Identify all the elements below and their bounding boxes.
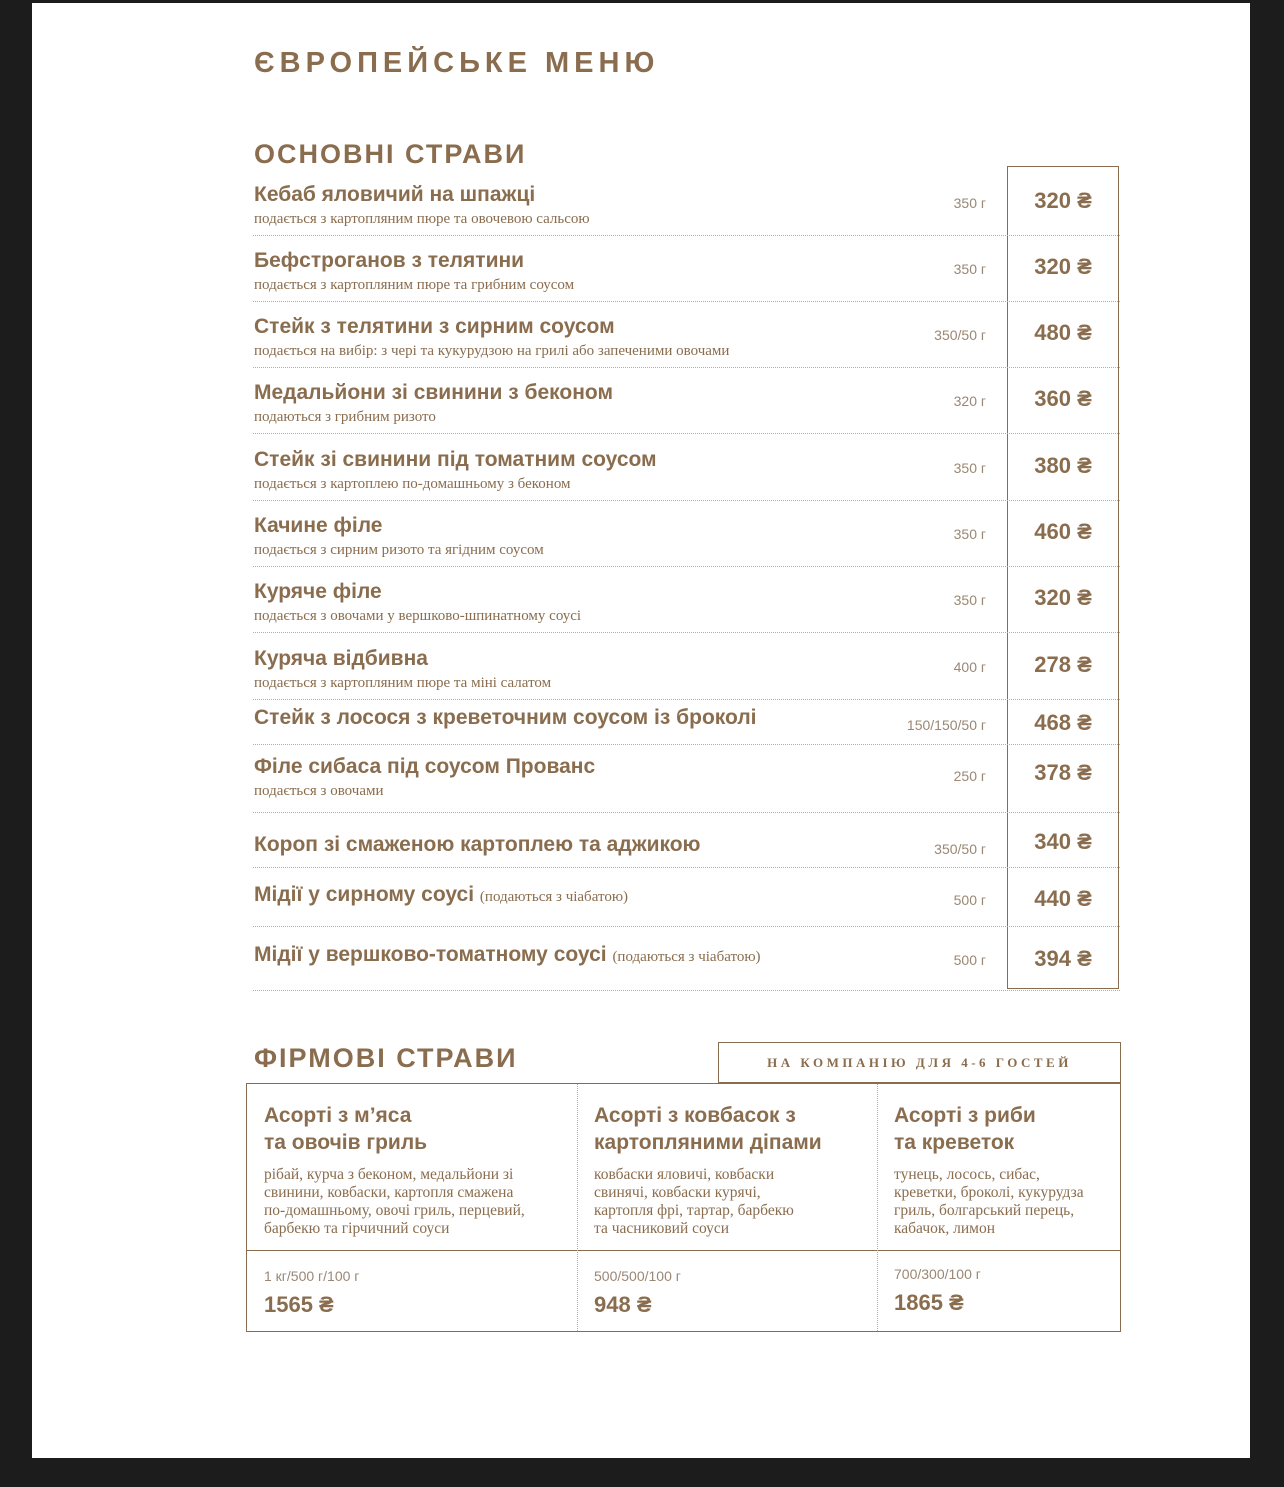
dish-name-text: Качине філе [254,514,383,537]
dish-serving-note: (подаються з чіабатою) [612,949,761,965]
dish-price: 320 ₴ [1034,585,1092,610]
signature-dish-description [264,1166,525,1238]
dish-name [254,883,628,907]
signature-dish-name-line: та овочів гриль [264,1131,428,1154]
dish-description: подається з сирним ризото та ягідним соусом [254,542,544,558]
dish-weight: 500 г [953,952,986,968]
dish-description: подається з овочами у вершково-шпинатному соусі [254,608,582,624]
signature-dish-price: 948 ₴ [594,1292,652,1317]
dish-name [254,706,757,730]
menu-item-row [253,744,1120,813]
dish-price: 340 ₴ [1034,829,1092,854]
signature-dish-name-line: Асорті з ковбасок з [594,1104,796,1127]
dish-name-text: Короп зі смаженою картоплею та аджикою [254,833,701,856]
scrollbar-track[interactable] [1262,0,1276,1487]
signature-dish-name-line: Асорті з риби [894,1104,1036,1127]
signature-dish-card [247,1084,577,1331]
dish-weight: 320 г [953,393,986,409]
dish-weight: 500 г [953,892,986,908]
menu-item-row [253,566,1120,633]
signature-dish-card [577,1084,877,1331]
signature-dish-description-line: ковбаски яловичі, ковбаски [594,1166,775,1183]
dish-price: 380 ₴ [1034,453,1092,478]
signature-dishes-title: ФІРМОВІ СТРАВИ [254,1043,518,1073]
signature-dish-description-line: барбекю та гірчичний соуси [264,1220,450,1237]
dish-name [254,315,615,339]
menu-item-row [253,812,1120,868]
dish-name-text: Стейк з лосося з креветочним соусом із броколі [254,706,757,729]
signature-dish-name [894,1102,1036,1156]
company-size-label: НА КОМПАНІЮ ДЛЯ 4-6 ГОСТЕЙ [718,1042,1121,1083]
dish-name-text: Кебаб яловичий на шпажці [254,183,536,206]
signature-dish-description-line: по-домашньому, овочі гриль, перцевий, [264,1202,525,1219]
dish-description: подаються з грибним ризото [254,409,436,425]
dish-weight: 350 г [953,460,986,476]
dish-name [254,183,535,207]
dish-weight: 350 г [953,526,986,542]
signature-dishes-grid [246,1083,1121,1332]
signature-dish-description-line: свинячі, ковбаски курячі, [594,1184,761,1201]
dish-price: 440 ₴ [1034,886,1092,911]
signature-dish-description [594,1166,794,1238]
dish-description: подається з картопляним пюре та міні салатом [254,675,552,691]
dish-weight: 350 г [953,261,986,277]
menu-item-row [253,235,1120,302]
dish-weight: 250 г [953,768,986,784]
signature-dish-description-line: та часниковий соуси [594,1220,730,1237]
dish-name-text: Бефстроганов з телятини [254,249,525,272]
dish-price: 278 ₴ [1034,652,1092,677]
dish-description: подається з картопляним пюре та грибним соусом [254,277,575,293]
signature-dish-description-line: креветки, броколі, кукурудза [894,1184,1084,1201]
dish-description: подається на вибір: з чері та кукурудзою на грилі або запеченими овочами [254,343,730,359]
dish-weight: 150/150/50 г [906,717,986,733]
signature-dish-weight: 1 кг/500 г/100 г [264,1268,360,1284]
dish-description: подається з овочами [254,783,384,799]
menu-item-row [253,169,1120,236]
signature-dish-weight: 500/500/100 г [594,1268,681,1284]
dish-name [254,943,761,967]
menu-item-row [253,867,1120,927]
dish-weight: 350 г [953,195,986,211]
dish-description: подається з картоплею по-домашньому з беконом [254,476,571,492]
menu-item-row [253,926,1120,991]
dish-price: 468 ₴ [1034,710,1092,735]
dish-name-text: Мідії у вершково-томатному соусі [254,943,607,966]
dish-name [254,647,428,671]
dish-price: 360 ₴ [1034,386,1092,411]
dish-serving-note: (подаються з чіабатою) [479,889,629,905]
signature-dish-name-line: та креветок [894,1131,1015,1154]
signature-dish-name [264,1102,427,1156]
signature-dish-name-line: Асорті з м’яса [264,1104,412,1127]
dish-name [254,249,524,273]
signature-dish-description [894,1166,1084,1238]
signature-dish-price: 1565 ₴ [264,1292,334,1317]
dish-description: подається з картопляним пюре та овочевою сальсою [254,211,590,227]
dish-name-text: Куряче філе [254,580,382,603]
dish-name-text: Мідії у сирному соусі [254,883,475,906]
signature-dish-weight: 700/300/100 г [894,1266,981,1282]
menu-item-row [253,367,1120,434]
menu-item-row [253,699,1120,745]
dish-name-text: Філе сибаса під соусом Прованс [254,755,596,778]
menu-item-row [253,500,1120,567]
menu-page [32,3,1250,1458]
dish-name [254,755,595,779]
signature-dish-description-line: кабачок, лимон [894,1220,996,1237]
main-dishes-title: ОСНОВНІ СТРАВИ [254,139,527,169]
dish-name [254,448,657,472]
dish-price: 320 ₴ [1034,254,1092,279]
dish-name [254,580,382,604]
dish-weight: 400 г [953,659,986,675]
signature-dish-price: 1865 ₴ [894,1290,964,1315]
signature-dish-description-line: рібай, курча з беконом, медальйони зі [264,1166,514,1183]
menu-item-row [253,301,1120,368]
dish-name [254,381,613,405]
dish-name [254,833,701,857]
dish-name-text: Стейк з телятини з сирним соусом [254,315,615,338]
signature-dish-name-line: картопляними діпами [594,1131,822,1154]
menu-item-row [253,632,1120,700]
dish-weight: 350 г [953,592,986,608]
menu-item-row [253,433,1120,501]
signature-dish-description-line: гриль, болгарський перець, [894,1202,1075,1219]
dish-price: 480 ₴ [1034,320,1092,345]
dish-weight: 350/50 г [934,841,986,857]
dish-price: 460 ₴ [1034,519,1092,544]
dish-name [254,514,382,538]
signature-dish-card [877,1084,1120,1331]
dish-weight: 350/50 г [934,327,986,343]
signature-dish-description-line: тунець, лосось, сибас, [894,1166,1040,1183]
dish-name-text: Медальйони зі свинини з беконом [254,381,613,404]
dish-price: 320 ₴ [1034,188,1092,213]
signature-dish-description-line: свинини, ковбаски, картопля смажена [264,1184,514,1201]
dish-name-text: Стейк зі свинини під томатним соусом [254,448,657,471]
dish-name-text: Куряча відбивна [254,647,428,670]
signature-dish-description-line: картопля фрі, тартар, барбекю [594,1202,794,1219]
signature-dish-name [594,1102,822,1156]
dish-price: 378 ₴ [1034,760,1092,785]
page-title: ЄВРОПЕЙСЬКЕ МЕНЮ [254,47,660,79]
dish-price: 394 ₴ [1034,946,1092,971]
